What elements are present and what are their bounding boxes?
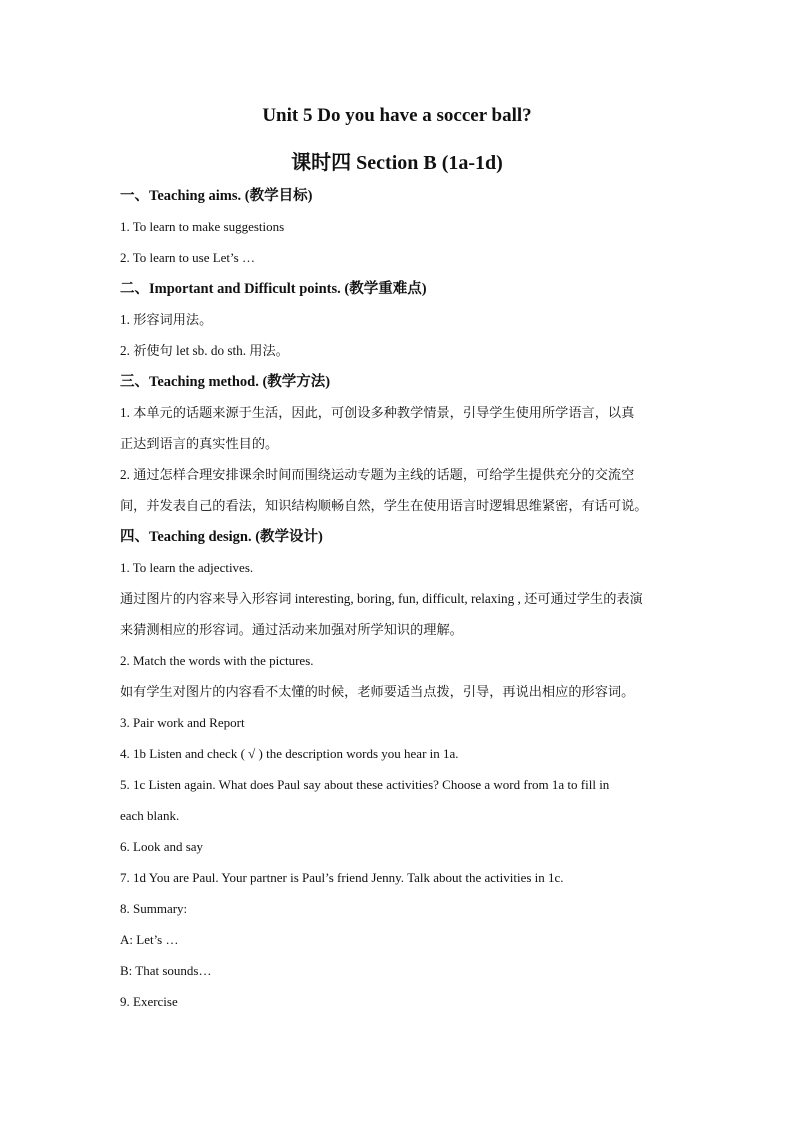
body-line: 正达到语言的真实性目的。 <box>120 436 279 451</box>
body-line: 2. Match the words with the pictures. <box>120 653 314 668</box>
body-line: 8. Summary: <box>120 901 188 916</box>
body-line: 通过图片的内容来导入形容词 interesting, boring, fun, difficult, relaxing , 还可通过学生的表演 <box>120 591 643 606</box>
body-line: 来猜测相应的形容词。通过活动来加强对所学知识的理解。 <box>120 622 463 637</box>
section-heading-key-points: 二、Important and Difficult points. (教学重难点) <box>120 281 427 297</box>
body-line: A: Let’s … <box>120 932 179 947</box>
body-line: 1. 本单元的话题来源于生活，因此，可创设多种教学情景，引导学生使用所学语言，以真 <box>120 405 635 420</box>
document-subtitle: 课时四 Section B (1a-1d) <box>291 152 503 174</box>
body-line: each blank. <box>120 808 180 823</box>
body-line: 9. Exercise <box>120 994 178 1009</box>
body-line: 7. 1d You are Paul. Your partner is Paul’s friend Jenny. Talk about the activities in 1c. <box>120 870 564 885</box>
body-line: 如有学生对图片的内容看不太懂的时候，老师要适当点拨，引导，再说出相应的形容词。 <box>120 684 635 699</box>
body-line: 2. 祈使句 let sb. do sth. 用法。 <box>120 343 289 358</box>
body-line: 1. 形容词用法。 <box>120 312 213 327</box>
body-line: 6. Look and say <box>120 839 204 854</box>
body-line: 1. To learn the adjectives. <box>120 560 254 575</box>
body-line: 5. 1c Listen again. What does Paul say about these activities? Choose a word from 1a to fill in <box>120 777 610 792</box>
body-line: 1. To learn to make suggestions <box>120 219 285 234</box>
section-heading-aims: 一、Teaching aims. (教学目标) <box>120 188 313 204</box>
document-body <box>120 185 680 1022</box>
body-line: 间，并发表自己的看法，知识结构顺畅自然，学生在使用语言时逻辑思维紧密，有话可说。 <box>120 498 648 513</box>
body-line: B: That sounds… <box>120 963 212 978</box>
section-heading-method: 三、Teaching method. (教学方法) <box>120 374 331 390</box>
body-line: 4. 1b Listen and check ( √ ) the description words you hear in 1a. <box>120 746 459 761</box>
document-title: Unit 5 Do you have a soccer ball? <box>262 105 532 126</box>
body-line: 2. 通过怎样合理安排课余时间而围绕运动专题为主线的话题，可给学生提供充分的交流空 <box>120 467 635 482</box>
body-line: 3. Pair work and Report <box>120 715 245 730</box>
body-line: 2. To learn to use Let’s … <box>120 250 255 265</box>
section-heading-design: 四、Teaching design. (教学设计) <box>120 529 323 545</box>
